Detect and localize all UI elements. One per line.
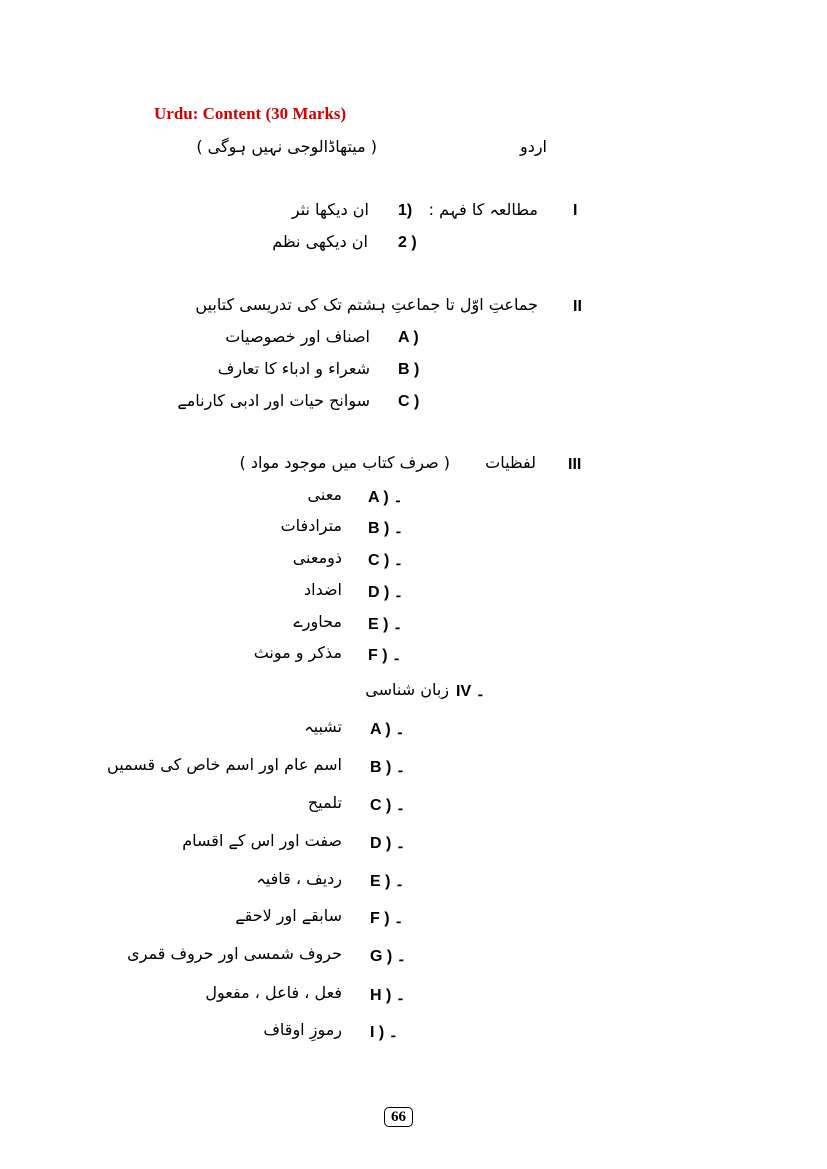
section-1-item-1-number: 1) [398,202,413,219]
section-2-numeral: II [573,298,582,315]
section-4-item-label: I ) ۔ [370,1024,399,1041]
section-1-item-1-text: ان دیکھا نثر [291,200,369,219]
section-4-item-label: A ) ۔ [370,721,405,738]
section-4-title: زبان شناسی [365,680,449,699]
section-3-item-label: D ) ۔ [368,584,404,601]
section-4-item-text: اسم عام اور اسم خاص کی قسمیں [107,755,342,774]
section-2-item-text: شعراء و ادباء کا تعارف [217,359,370,378]
page-heading: Urdu: Content (30 Marks) [154,104,347,123]
section-1-item-2-text: ان دیکھی نظم [272,232,368,251]
section-4-item-text: فعل ، فاعل ، مفعول [205,983,342,1002]
section-3-note: ( صرف کتاب میں موجود مواد ) [239,453,450,472]
section-4-item-text: رموزِ اوقاف [263,1020,342,1039]
section-4-item-label: D ) ۔ [370,835,406,852]
section-2-item-label: A ) [398,329,419,346]
section-4-item-text: تشبیہ [304,717,342,736]
section-2-item-text: اصناف اور خصوصیات [225,327,370,346]
section-4-item-label: H ) ۔ [370,987,406,1004]
section-4-item-label: B ) ۔ [370,759,406,776]
section-3-item-label: E ) ۔ [368,616,403,633]
section-4-item-label: F ) ۔ [370,910,404,927]
section-3-item-text: ذومعنی [292,548,342,567]
section-3-item-label: C ) ۔ [368,552,404,569]
section-4-numeral: IV ۔ [456,683,485,700]
section-3-item-text: مترادفات [280,516,342,535]
section-3-item-label: A ) ۔ [368,489,403,506]
section-3-item-label: F ) ۔ [368,647,402,664]
section-4-item-text: حروف شمسی اور حروف قمری [127,944,342,963]
section-1-item-2-number: 2 ) [398,234,417,251]
section-4-item-label: E ) ۔ [370,873,405,890]
section-2-item-label: C ) [398,393,420,410]
section-3-numeral: III [568,456,582,473]
section-4-item-label: G ) ۔ [370,948,407,965]
section-2-item-label: B ) [398,361,420,378]
page-number: 66 [384,1107,413,1127]
section-3-item-text: اضداد [304,580,342,599]
section-3-title: لفظیات [485,453,536,472]
section-4-item-text: تلمیح [307,793,342,812]
section-3-item-label: B ) ۔ [368,520,404,537]
section-1-title: مطالعہ کا فہم : [428,200,538,219]
section-3-item-text: معنی [307,485,342,504]
subtitle-language: اردو [519,137,547,156]
section-3-item-text: مذکر و مونث [253,643,342,662]
section-4-item-text: صفت اور اس کے اقسام [182,831,342,850]
section-2-title: جماعتِ اوّل تا جماعتِ ہشتم تک کی تدریسی کتابیں [195,295,538,314]
section-3-item-text: محاورے [293,612,342,631]
section-4-item-text: ردیف ، قافیہ [256,869,342,888]
section-2-item-text: سوانح حیات اور ادبی کارنامے [177,391,370,410]
section-4-item-label: C ) ۔ [370,797,406,814]
section-1-numeral: I [573,202,578,219]
subtitle-note: ( میتھاڈالوجی نہیں ہوگی ) [196,137,377,156]
section-4-item-text: سابقے اور لاحقے [235,906,342,925]
